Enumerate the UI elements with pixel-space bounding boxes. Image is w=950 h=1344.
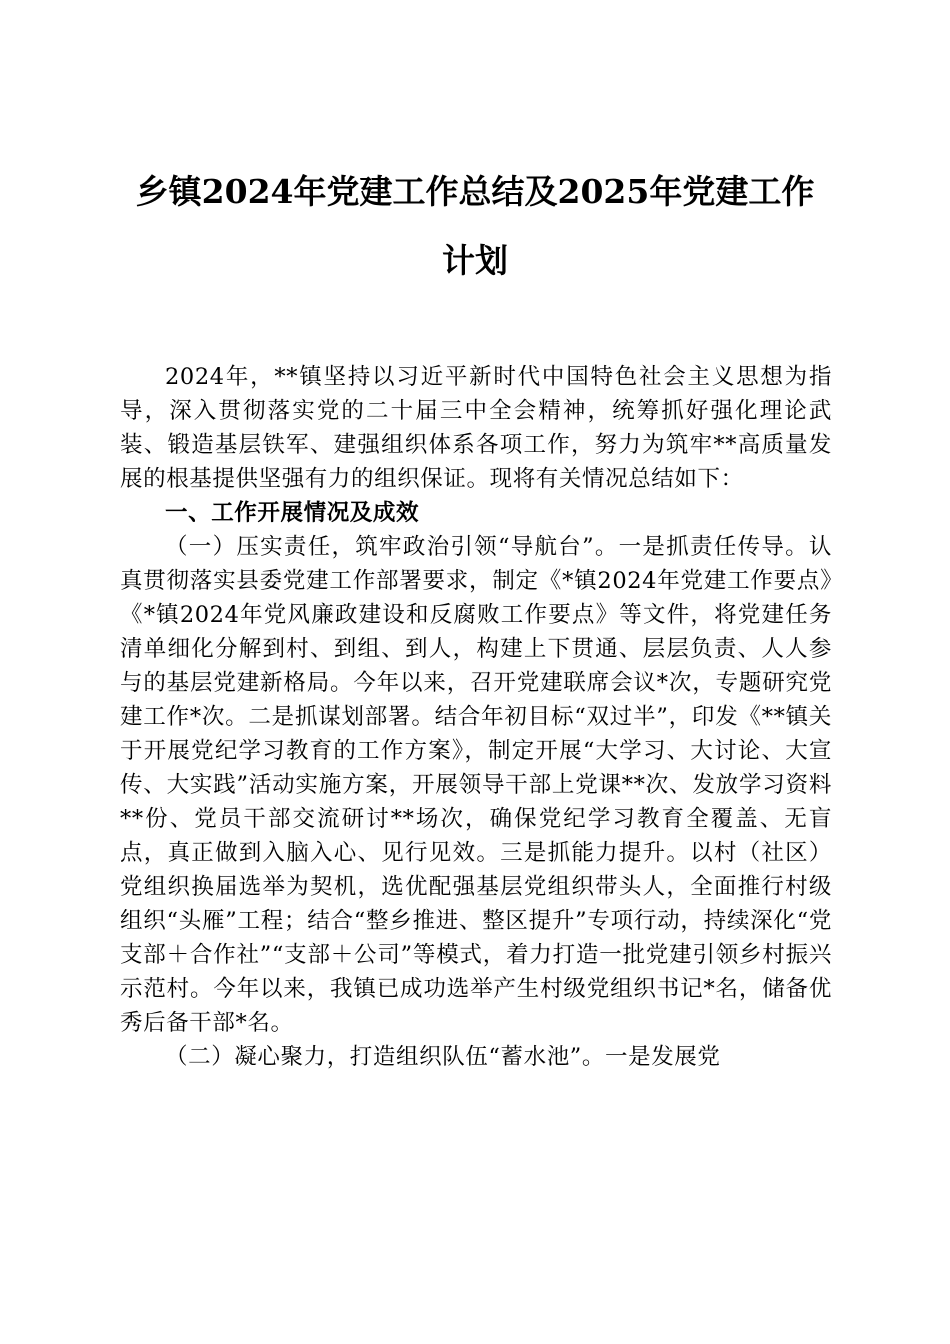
document-title-line-2: 计划 [442, 241, 508, 280]
subsection-paragraph-1: （一）压实责任，筑牢政治引领“导航台”。一是抓责任传导。认真贯彻落实县委党建工作部署要求，制定《*镇2024年党建工作要点》《*镇2024年党风廉政建设和反腐败工作要点》等文件，将党建任务清单细化分解到村、到组、到人，构建上下贯通、层层负责、人人参与的基层党建新格局。今年以来，召开党建联席会议*次，专题研究党建工作*次。二是抓谋划部署。结合年初目标“双过半”，印发《**镇关于开展党纪学习教育的工作方案》，制定开展“大学习、大讨论、大宣传、大实践”活动实施方案，开展领导干部上党课**次、发放学习资料**份、党员干部交流研讨**场次，确保党纪学习教育全覆盖、无盲点，真正做到入脑入心、见行见效。三是抓能力提升。以村（社区）党组织换届选举为契机，选优配强基层党组织带头人，全面推行村级组织“头雁”工程；结合“整乡推进、整区提升”专项行动，持续深化“党支部＋合作社”“支部＋公司”等模式，着力打造一批党建引领乡村振兴示范村。今年以来，我镇已成功选举产生村级党组织书记*名，储备优秀后备干部*名。 [120, 534, 832, 1036]
section-heading: 一、工作开展情况及成效 [165, 500, 420, 526]
document-body [120, 360, 832, 1074]
document-title-line-1: 乡镇2024年党建工作总结及2025年党建工作 [135, 172, 815, 211]
intro-paragraph: 2024年，**镇坚持以习近平新时代中国特色社会主义思想为指导，深入贯彻落实党的二十届三中全会精神，统筹抓好强化理论武装、锻造基层铁军、建强组织体系各项工作，努力为筑牢**高质量发展的根基提供坚强有力的组织保证。现将有关情况总结如下： [120, 364, 832, 492]
subsection-paragraph-2: （二）凝心聚力，打造组织队伍“蓄水池”。一是发展党 [165, 1044, 721, 1070]
